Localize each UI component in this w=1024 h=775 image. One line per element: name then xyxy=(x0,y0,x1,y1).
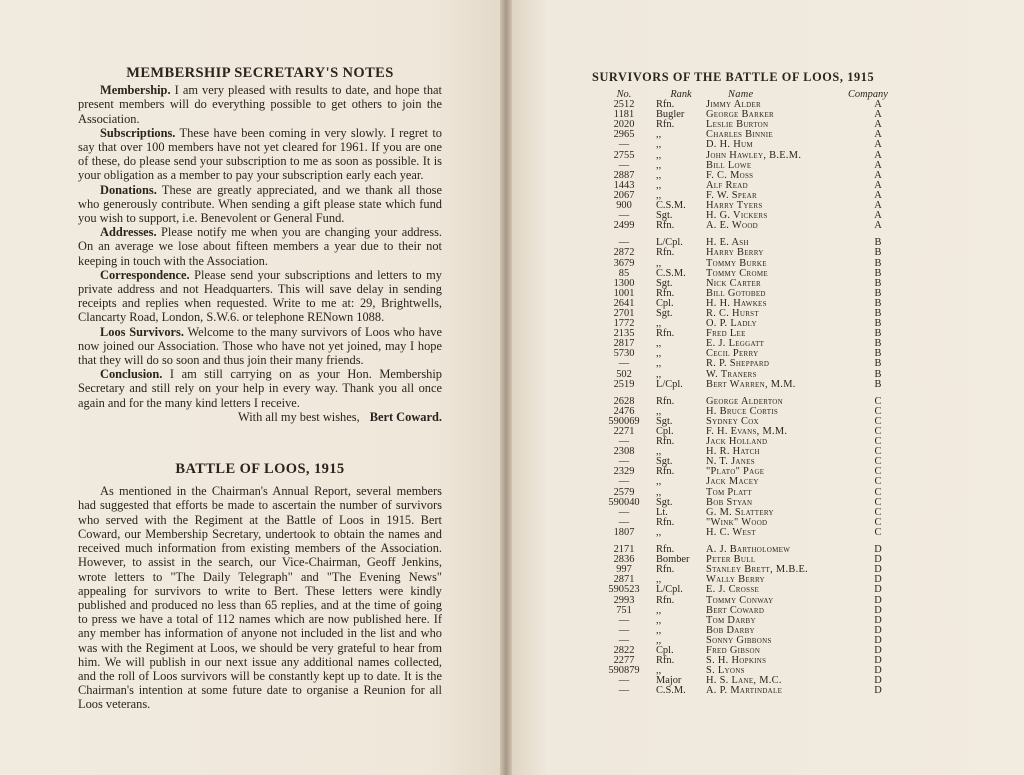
notes-paragraph xyxy=(78,367,442,410)
cell-name: O. P. Ladly xyxy=(706,318,757,330)
cell-company: D xyxy=(874,604,882,616)
cell-rank: ,, xyxy=(656,358,662,370)
cell-no: — xyxy=(618,139,630,151)
notes-paragraph xyxy=(78,268,442,325)
notes-paragraph-text: These have been coming in very slowly. I regret to say that over 100 members have not yet cleared for 1961. If you are one of these, do please send your subscription to me as soon as possible. It is your obligation as a member to pay your subscription early each year. xyxy=(78,125,442,183)
cell-no: 2277 xyxy=(613,655,635,667)
notes-paragraph-text: Please notify me when you are changing your address. On an average we lose about fifteen members a year due to their not keeping in touch with the Association. xyxy=(78,225,442,268)
cell-no: 2067 xyxy=(613,189,635,201)
cell-no: 2641 xyxy=(613,297,635,309)
cell-rank: ,, xyxy=(656,149,662,161)
cell-rank: ,, xyxy=(656,526,662,538)
cell-name: Tommy Crome xyxy=(706,267,768,279)
cell-company: A xyxy=(874,149,882,161)
cell-no: 2512 xyxy=(613,99,635,111)
cell-name: Harry Tyers xyxy=(706,200,763,212)
cell-name: "Wink" Wood xyxy=(706,516,768,528)
cell-no: 2579 xyxy=(613,486,635,498)
cell-no: 2965 xyxy=(613,129,635,141)
survivors-table xyxy=(592,90,908,696)
notes-paragraph-lead: Addresses. xyxy=(100,225,157,240)
cell-no: 590069 xyxy=(608,415,640,427)
cell-no: 2020 xyxy=(613,119,635,131)
cell-company: D xyxy=(874,584,882,596)
cell-company: D xyxy=(874,544,882,556)
cell-name: H. C. West xyxy=(706,526,756,538)
cell-company: A xyxy=(874,210,882,222)
notes-paragraph xyxy=(78,325,442,368)
cell-company: C xyxy=(874,486,882,498)
cell-rank: ,, xyxy=(656,368,662,380)
cell-company: B xyxy=(874,307,882,319)
cell-name: Leslie Burton xyxy=(706,119,769,131)
notes-paragraph xyxy=(78,183,442,226)
battle-heading: BATTLE OF LOOS, 1915 xyxy=(175,461,345,478)
cell-no: 502 xyxy=(616,368,632,380)
cell-company: B xyxy=(874,378,882,390)
table-row xyxy=(592,380,908,390)
cell-rank: ,, xyxy=(656,169,662,181)
cell-rank: C.S.M. xyxy=(656,267,686,279)
cell-rank: ,, xyxy=(656,634,662,646)
cell-company: B xyxy=(874,348,882,360)
cell-rank: ,, xyxy=(656,405,662,417)
cell-company: B xyxy=(874,247,882,259)
cell-no: 590879 xyxy=(608,665,640,677)
cell-no: 900 xyxy=(616,200,632,212)
cell-rank: ,, xyxy=(656,665,662,677)
cell-name: Jack Macey xyxy=(706,476,759,488)
notes-paragraph-text: Welcome to the many survivors of Loos who have now joined our Association. Those who have not yet joined, may I hope that they will do so soon and thus join their many friends. xyxy=(78,324,442,368)
cell-company: C xyxy=(874,426,882,437)
cell-name: Harry Berry xyxy=(706,247,764,259)
cell-rank: C.S.M. xyxy=(656,200,686,212)
notes-sections xyxy=(78,83,442,410)
notes-paragraph-lead: Correspondence. xyxy=(100,267,190,282)
cell-company: D xyxy=(874,655,882,667)
cell-rank: ,, xyxy=(656,139,662,151)
cell-name: George Barker xyxy=(706,109,774,121)
cell-rank: ,, xyxy=(656,179,662,191)
cell-company: D xyxy=(874,685,882,697)
survivors-rows xyxy=(592,100,908,696)
cell-name: Sydney Cox xyxy=(706,415,759,427)
header-no: No. xyxy=(616,89,632,100)
table-row xyxy=(592,390,908,407)
cell-no: 2519 xyxy=(613,378,635,390)
notes-paragraph-lead: Conclusion. xyxy=(100,367,163,382)
table-row xyxy=(592,585,908,595)
cell-rank: L/Cpl. xyxy=(656,237,683,249)
cell-company: B xyxy=(874,358,882,370)
cell-rank: Cpl. xyxy=(656,644,674,656)
cell-no: 2308 xyxy=(613,446,635,458)
table-row xyxy=(592,171,908,181)
cell-no: 2271 xyxy=(613,426,635,437)
cell-rank: ,, xyxy=(656,476,662,488)
cell-company: A xyxy=(874,119,882,131)
cell-no: 1300 xyxy=(613,277,635,289)
cell-name: N. T. Janes xyxy=(706,456,755,468)
book-gutter xyxy=(500,0,512,775)
cell-name: F. C. Moss xyxy=(706,169,754,181)
cell-rank: Rfn. xyxy=(656,247,675,259)
cell-no: — xyxy=(618,634,630,646)
cell-name: Fred Gibson xyxy=(706,644,761,656)
cell-rank: ,, xyxy=(656,604,662,616)
cell-rank: ,, xyxy=(656,348,662,360)
cell-no: 85 xyxy=(618,267,630,279)
cell-name: Tommy Burke xyxy=(706,257,767,269)
cell-company: D xyxy=(874,614,882,626)
table-row xyxy=(592,221,908,231)
cell-no: 2836 xyxy=(613,554,635,566)
cell-name: G. M. Slattery xyxy=(706,506,774,518)
cell-name: R. C. Hurst xyxy=(706,307,759,319)
cell-name: E. J. Crosse xyxy=(706,584,760,596)
cell-rank: ,, xyxy=(656,189,662,201)
right-page-content xyxy=(592,70,1022,696)
cell-name: Charles Binnie xyxy=(706,129,773,141)
cell-rank: Rfn. xyxy=(656,564,675,576)
cell-name: F. W. Spear xyxy=(706,189,757,201)
cell-no: — xyxy=(618,456,630,468)
cell-rank: Sgt. xyxy=(656,307,673,319)
cell-name: E. J. Leggatt xyxy=(706,338,765,350)
cell-no: 2499 xyxy=(613,220,635,232)
cell-no: 2329 xyxy=(613,466,635,478)
cell-rank: Rfn. xyxy=(656,594,675,606)
cell-name: Wally Berry xyxy=(706,574,765,586)
cell-company: B xyxy=(874,257,882,269)
cell-name: George Alderton xyxy=(706,395,783,407)
cell-rank: Lt. xyxy=(656,506,668,518)
signoff-text: With all my best wishes, xyxy=(238,409,360,424)
cell-rank: C.S.M. xyxy=(656,685,686,697)
cell-no: 751 xyxy=(616,604,632,616)
cell-no: 2171 xyxy=(613,544,635,556)
cell-name: Bill Gotobed xyxy=(706,287,766,299)
cell-company: D xyxy=(874,624,882,636)
cell-rank: Rfn. xyxy=(656,119,675,131)
cell-company: B xyxy=(874,368,882,380)
cell-name: Sonny Gibbons xyxy=(706,634,772,646)
cell-no: 590040 xyxy=(608,496,640,508)
cell-company: D xyxy=(874,634,882,646)
cell-company: B xyxy=(874,287,882,299)
cell-company: B xyxy=(874,277,882,289)
cell-name: Tom Darby xyxy=(706,614,756,626)
cell-no: 2476 xyxy=(613,405,635,417)
cell-no: 1001 xyxy=(613,287,635,299)
notes-paragraph xyxy=(78,225,442,268)
cell-name: H. S. Lane, M.C. xyxy=(706,675,782,687)
cell-rank: ,, xyxy=(656,486,662,498)
cell-rank: ,, xyxy=(656,614,662,626)
cell-company: D xyxy=(874,564,882,576)
header-company: Company xyxy=(848,89,888,100)
signoff xyxy=(78,410,442,424)
cell-company: D xyxy=(874,665,882,677)
cell-name: H. E. Ash xyxy=(706,237,749,249)
table-row xyxy=(592,231,908,248)
cell-name: "Plato" Page xyxy=(706,466,765,478)
cell-company: A xyxy=(874,109,882,121)
cell-rank: Sgt. xyxy=(656,210,673,222)
cell-company: A xyxy=(874,139,882,151)
cell-name: H. H. Hawkes xyxy=(706,297,767,309)
cell-rank: ,, xyxy=(656,446,662,458)
cell-name: F. H. Evans, M.M. xyxy=(706,426,788,437)
cell-rank: Sgt. xyxy=(656,415,673,427)
cell-name: Stanley Brett, M.B.E. xyxy=(706,564,809,576)
cell-rank: ,, xyxy=(656,129,662,141)
cell-name: John Hawley, B.E.M. xyxy=(706,149,802,161)
cell-no: — xyxy=(618,685,630,697)
cell-rank: Rfn. xyxy=(656,544,675,556)
cell-name: Tommy Conway xyxy=(706,594,774,606)
cell-rank: Major xyxy=(656,675,682,687)
cell-rank: ,, xyxy=(656,574,662,586)
notes-heading: MEMBERSHIP SECRETARY'S NOTES xyxy=(126,65,394,81)
cell-rank: Rfn. xyxy=(656,516,675,528)
table-row xyxy=(592,528,908,538)
cell-company: D xyxy=(874,554,882,566)
cell-name: S. H. Hopkins xyxy=(706,655,767,667)
cell-company: C xyxy=(874,526,882,538)
cell-company: C xyxy=(874,446,882,458)
cell-rank: Sgt. xyxy=(656,456,673,468)
cell-company: B xyxy=(874,237,882,249)
cell-name: D. H. Hum xyxy=(706,139,753,151)
header-name: Name xyxy=(728,89,754,100)
cell-rank: Sgt. xyxy=(656,277,673,289)
left-page-content xyxy=(78,66,442,712)
cell-no: 590523 xyxy=(608,584,640,596)
cell-rank: Cpl. xyxy=(656,426,674,437)
notes-paragraph-text: I am still carrying on as your Hon. Membership Secretary and still rely on your help in every way. Thank you all once again and for the many kind letters I receive. xyxy=(78,367,442,410)
cell-name: S. Lyons xyxy=(706,665,745,677)
cell-rank: ,, xyxy=(656,318,662,330)
cell-name: Bert Coward xyxy=(706,604,765,616)
cell-no: 2887 xyxy=(613,169,635,181)
cell-rank: Sgt. xyxy=(656,496,673,508)
cell-no: 2872 xyxy=(613,247,635,259)
cell-no: — xyxy=(618,159,630,171)
cell-company: C xyxy=(874,415,882,427)
cell-name: Jack Holland xyxy=(706,436,768,448)
survivors-title: SURVIVORS OF THE BATTLE OF LOOS, 1915 xyxy=(592,70,875,84)
cell-company: C xyxy=(874,466,882,478)
cell-rank: Rfn. xyxy=(656,220,675,232)
cell-no: 2628 xyxy=(613,395,635,407)
cell-name: Bob Styan xyxy=(706,496,753,508)
cell-no: 1807 xyxy=(613,526,635,538)
cell-company: A xyxy=(874,200,882,212)
cell-no: 2755 xyxy=(613,149,635,161)
header-rank: Rank xyxy=(670,89,692,100)
cell-no: — xyxy=(618,436,630,448)
cell-rank: ,, xyxy=(656,257,662,269)
cell-company: B xyxy=(874,328,882,340)
cell-name: Bert Warren, M.M. xyxy=(706,378,796,390)
cell-company: D xyxy=(874,675,882,687)
cell-no: 5730 xyxy=(613,348,635,360)
cell-rank: Rfn. xyxy=(656,287,675,299)
cell-name: Jimmy Alder xyxy=(706,99,761,111)
cell-rank: L/Cpl. xyxy=(656,584,683,596)
cell-rank: Bomber xyxy=(656,554,690,566)
cell-company: A xyxy=(874,179,882,191)
cell-no: 2871 xyxy=(613,574,635,586)
cell-no: 2822 xyxy=(613,644,635,656)
cell-company: D xyxy=(874,574,882,586)
cell-rank: Bugler xyxy=(656,109,685,121)
notes-paragraph xyxy=(78,83,442,126)
cell-name: Cecil Perry xyxy=(706,348,759,360)
cell-company: A xyxy=(874,159,882,171)
notes-paragraph-lead: Membership. xyxy=(100,83,171,98)
cell-company: C xyxy=(874,405,882,417)
table-row xyxy=(592,248,908,258)
cell-company: B xyxy=(874,267,882,279)
notes-paragraph xyxy=(78,126,442,183)
cell-name: H. R. Hatch xyxy=(706,446,760,458)
cell-company: D xyxy=(874,644,882,656)
cell-rank: ,, xyxy=(656,338,662,350)
left-page xyxy=(0,0,506,775)
signer-name: Bert Coward. xyxy=(369,409,442,424)
cell-no: 1443 xyxy=(613,179,635,191)
cell-no: — xyxy=(618,210,630,222)
cell-name: H. Bruce Cortis xyxy=(706,405,779,417)
cell-no: 3679 xyxy=(613,257,635,269)
cell-company: C xyxy=(874,456,882,468)
cell-no: — xyxy=(618,675,630,687)
cell-no: — xyxy=(618,476,630,488)
cell-name: R. P. Sheppard xyxy=(706,358,770,370)
cell-name: Nick Carter xyxy=(706,277,761,289)
cell-no: — xyxy=(618,358,630,370)
cell-company: A xyxy=(874,189,882,201)
cell-company: A xyxy=(874,169,882,181)
cell-rank: Rfn. xyxy=(656,655,675,667)
cell-name: Tom Platt xyxy=(706,486,752,498)
cell-no: 2135 xyxy=(613,328,635,340)
cell-rank: ,, xyxy=(656,159,662,171)
table-row xyxy=(592,686,908,696)
cell-name: Peter Bull xyxy=(706,554,756,566)
table-row xyxy=(592,538,908,555)
cell-name: Fred Lee xyxy=(706,328,746,340)
cell-rank: Rfn. xyxy=(656,395,675,407)
cell-company: A xyxy=(874,220,882,232)
cell-name: Alf Read xyxy=(706,179,748,191)
cell-company: A xyxy=(874,129,882,141)
notes-paragraph-lead: Donations. xyxy=(100,182,157,197)
cell-company: C xyxy=(874,395,882,407)
cell-company: C xyxy=(874,436,882,448)
notes-paragraph-text: Please send your subscriptions and letters to my private address and not Headquarters. This will save delay in sending receipts and replies when requested. Write to me at: 29, Brightwells, Clancarty Road, London, S.W.6. or telephone RENown 1088. xyxy=(78,267,442,325)
cell-name: Bill Lowe xyxy=(706,159,752,171)
cell-no: 1772 xyxy=(613,318,635,330)
cell-company: C xyxy=(874,516,882,528)
cell-no: — xyxy=(618,237,630,249)
cell-rank: ,, xyxy=(656,624,662,636)
notes-paragraph-text: These are greatly appreciated, and we thank all those who generously contribute. When sending a gift please state which fund you wish to support, i.e. Benevolent or General Fund. xyxy=(78,182,442,226)
cell-rank: Rfn. xyxy=(656,99,675,111)
cell-company: B xyxy=(874,297,882,309)
cell-name: W. Traners xyxy=(706,368,757,380)
cell-rank: Rfn. xyxy=(656,436,675,448)
cell-company: C xyxy=(874,496,882,508)
cell-name: A. P. Martindale xyxy=(706,685,783,697)
notes-paragraph-text: I am very pleased with results to date, and hope that present members will do everything possible to get others to join the Association. xyxy=(78,83,442,126)
cell-no: 997 xyxy=(616,564,632,576)
cell-name: A. E. Wood xyxy=(706,220,759,232)
cell-name: A. J. Bartholomew xyxy=(706,544,791,556)
cell-no: 2993 xyxy=(613,594,635,606)
cell-no: 2817 xyxy=(613,338,635,350)
cell-rank: Cpl. xyxy=(656,297,674,309)
cell-rank: Rfn. xyxy=(656,466,675,478)
cell-company: A xyxy=(874,99,882,111)
right-page xyxy=(506,0,1024,775)
cell-company: C xyxy=(874,506,882,518)
cell-company: B xyxy=(874,318,882,330)
notes-paragraph-lead: Subscriptions. xyxy=(100,125,176,140)
cell-no: 2701 xyxy=(613,307,635,319)
notes-paragraph-lead: Loos Survivors. xyxy=(100,324,184,339)
cell-rank: L/Cpl. xyxy=(656,378,683,390)
cell-rank: Rfn. xyxy=(656,328,675,340)
cell-no: 1181 xyxy=(613,109,635,121)
cell-company: B xyxy=(874,338,882,350)
cell-no: — xyxy=(618,624,630,636)
cell-name: H. G. Vickers xyxy=(706,210,768,222)
cell-no: — xyxy=(618,506,630,518)
cell-company: C xyxy=(874,476,882,488)
cell-no: — xyxy=(618,614,630,626)
cell-no: — xyxy=(618,516,630,528)
battle-paragraph: As mentioned in the Chairman's Annual Report, several members had suggested that efforts be made to ascertain the number of survivors who served with the Regiment at the Battle of Loos in 1915. Bert Coward, our Membership Secretary, undertook to obtain the names and received much information from existing members of the Association. However, to assist in the search, our Vice-Chairman, Geoff Jenkins, wrote letters to "The Daily Telegraph" and "The Evening News" appealing for survivors to write to Bert. These letters were kindly published and produced no less than 65 replies, and at the time of going to press we have a total of 112 names which are now published here. If any member has information of anyone not included in the list and who was with the Regiment at Loos, we should be very grateful to hear from him. We will publish in our next issue any additional names collected, and the roll of Loos survivors will be constantly kept up to date. It is the Chairman's intention at some future date to organise a Reunion for all Loos veterans. xyxy=(78,484,442,712)
cell-company: D xyxy=(874,594,882,606)
cell-name: Bob Darby xyxy=(706,624,755,636)
table-row xyxy=(592,319,908,329)
